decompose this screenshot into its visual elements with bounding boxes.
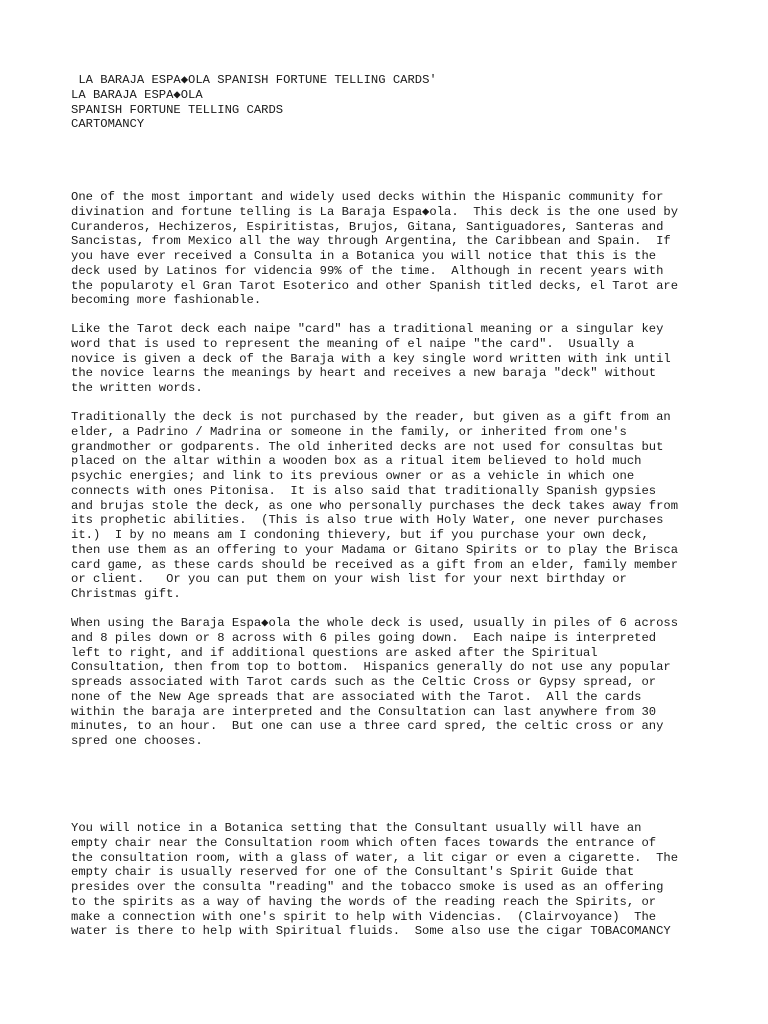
paragraph-line: you have ever received a Consulta in a Botanica you will notice that this is the (71, 249, 657, 263)
paragraph-line: the novice learns the meanings by heart and receives a new baraja "deck" without (71, 366, 657, 381)
paragraph-line: psychic energies; and link to its previous owner or as a vehicle in which one (71, 469, 635, 483)
paragraph-line: the consultation room, with a glass of water, a lit cigar or even a cigarette. The (71, 850, 679, 865)
paragraph-line: placed on the altar within a wooden box as a ritual item believed to hold much (71, 454, 642, 469)
paragraph-line: novice is given a deck of the Baraja with a key single word written with ink until (71, 351, 671, 366)
paragraph-line: Like the Tarot deck each naipe "card" has a traditional meaning or a singular key (71, 322, 664, 336)
paragraph-line: Sancistas, from Mexico all the way through Argentina, the Caribbean and Spain. If (71, 234, 671, 249)
paragraph-deck-usage (71, 616, 678, 749)
paragraph-line: Curanderos, Hechizeros, Espiritistas, Brujos, Gitana, Santiguadores, Santeras and (71, 219, 664, 234)
paragraph-line: left to right, and if additional questions are asked after the Spiritual (71, 645, 598, 660)
paragraph-deck-tradition (71, 410, 678, 602)
paragraph-line: word that is used to represent the meaning of el naipe "the card". Usually a (71, 336, 635, 351)
paragraph-line: then use them as an offering to your Madama or Gitano Spirits or to play the Brisca (71, 542, 679, 557)
paragraph-line: to the spirits as a way of having the words of the reading reach the Spirits, or (71, 894, 657, 909)
paragraph-line: presides over the consulta "reading" and the tobacco smoke is used as an offering (71, 880, 664, 894)
paragraph-line: within the baraja are interpreted and the Consultation can last anywhere from 30 (71, 704, 657, 719)
paragraph-line: minutes, to an hour. But one can use a three card spred, the celtic cross or any (71, 719, 664, 734)
paragraph-line: it.) I by no means am I condoning thievery, but if you purchase your own deck, (71, 528, 649, 542)
paragraph-line: When using the Baraja Espa◆ola the whole deck is used, usually in piles of 6 across (71, 616, 679, 630)
paragraph-line: divination and fortune telling is La Baraja Espa◆ola. This deck is the one used by (71, 204, 679, 219)
paragraph-line: empty chair near the Consultation room which often faces towards the entrance of (71, 835, 657, 850)
paragraph-line: deck used by Latinos for videncia 99% of the time. Although in recent years with (71, 263, 664, 278)
paragraph-line: water is there to help with Spiritual fluids. Some also use the cigar TOBACOMANCY (71, 924, 671, 939)
paragraph-line: the popularoty el Gran Tarot Esoterico and other Spanish titled decks, el Tarot are (71, 278, 679, 293)
paragraph-naipe-meaning (71, 322, 671, 396)
paragraph-line: card game, as these cards should be received as a gift from an elder, family member (71, 557, 679, 572)
paragraph-line: becoming more fashionable. (71, 293, 262, 308)
document-header (71, 73, 437, 132)
paragraph-line: Christmas gift. (71, 587, 181, 601)
paragraph-line: the written words. (71, 381, 203, 395)
paragraph-line: connects with ones Pitonisa. It is also said that traditionally Spanish gypsies (71, 483, 657, 498)
header-subtitle-line: CARTOMANCY (71, 117, 145, 132)
paragraph-line: spreads associated with Tarot cards such as the Celtic Cross or Gypsy spread, or (71, 675, 657, 689)
paragraph-line: grandmother or godparents. The old inherited decks are not used for consultas but (71, 439, 664, 454)
paragraph-line: empty chair is usually reserved for one of the Consultant's Spirit Guide that (71, 865, 635, 880)
paragraph-line: its prophetic abilities. (This is also true with Holy Water, one never purchases (71, 513, 664, 528)
paragraph-line: elder, a Padrino / Madrina or someone in the family, or inherited from one's (71, 424, 627, 439)
paragraph-botanica-setting (71, 821, 678, 939)
paragraph-line: or client. Or you can put them on your wish list for your next birthday or (71, 572, 627, 587)
header-subtitle-line: LA BARAJA ESPA◆OLA (71, 87, 203, 102)
header-title-line: LA BARAJA ESPA◆OLA SPANISH FORTUNE TELLING CARDS' (71, 73, 437, 87)
paragraph-intro (71, 190, 678, 308)
paragraph-line: none of the New Age spreads that are associated with the Tarot. All the cards (71, 689, 642, 704)
paragraph-line: Traditionally the deck is not purchased by the reader, but given as a gift from an (71, 410, 671, 424)
paragraph-line: make a connection with one's spirit to help with Videncias. (Clairvoyance) The (71, 909, 657, 924)
paragraph-line: and 8 piles down or 8 across with 6 piles going down. Each naipe is interpreted (71, 630, 657, 645)
header-subtitle-line: SPANISH FORTUNE TELLING CARDS (71, 102, 284, 117)
paragraph-line: and brujas stole the deck, as one who personally purchases the deck takes away from (71, 498, 679, 513)
paragraph-line: spred one chooses. (71, 734, 203, 748)
paragraph-line: Consultation, then from top to bottom. Hispanics generally do not use any popular (71, 660, 671, 675)
paragraph-line: One of the most important and widely used decks within the Hispanic community for (71, 190, 664, 204)
paragraph-line: You will notice in a Botanica setting that the Consultant usually will have an (71, 821, 642, 835)
